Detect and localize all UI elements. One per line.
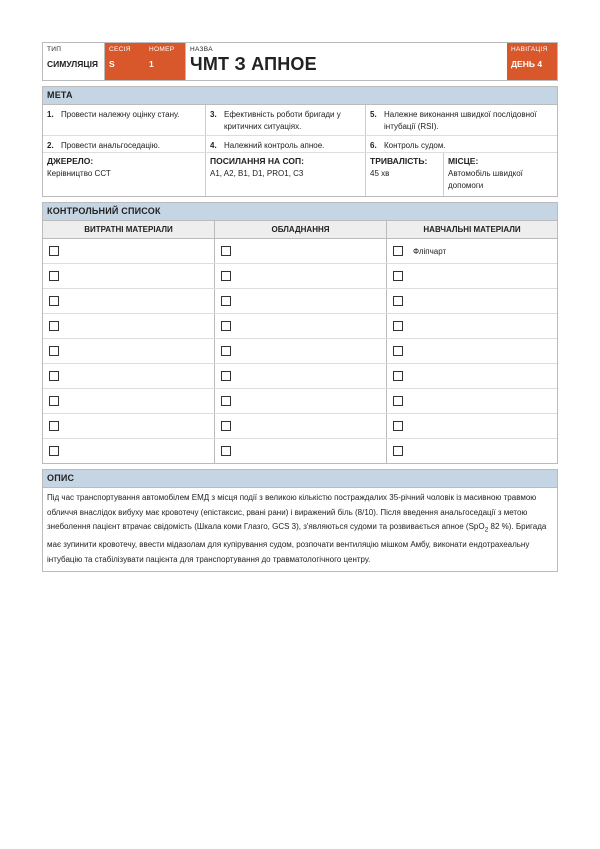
checkbox[interactable] [221, 446, 231, 456]
checklist-row [43, 414, 557, 439]
number-value: 1 [149, 59, 154, 69]
checklist-row [43, 289, 557, 314]
type-cell [43, 43, 105, 80]
checklist-section [42, 202, 558, 464]
meta-row [43, 152, 557, 196]
name-cell [185, 43, 507, 80]
goals-row [43, 136, 557, 152]
consumables-cell [43, 364, 215, 388]
goal-item [43, 105, 206, 135]
training-cell [387, 339, 557, 363]
checkbox[interactable] [49, 371, 59, 381]
checklist-row [43, 314, 557, 339]
checklist-header [43, 221, 557, 239]
session-label: СЕСІЯ [109, 46, 131, 53]
checklist-row [43, 339, 557, 364]
checkbox[interactable] [221, 371, 231, 381]
checklist-body [43, 239, 557, 463]
sop-cell [206, 153, 366, 196]
session-cell [105, 43, 145, 80]
consumables-header: ВИТРАТНІ МАТЕРІАЛИ [43, 221, 215, 238]
scenario-page [42, 42, 558, 572]
checkbox[interactable] [221, 421, 231, 431]
checklist-row [43, 364, 557, 389]
source-value: Керівництво ССТ [47, 169, 111, 178]
checkbox[interactable] [221, 271, 231, 281]
checkbox[interactable] [49, 346, 59, 356]
consumables-cell [43, 439, 215, 463]
source-label: ДЖЕРЕЛО: [47, 156, 94, 166]
goal-text: Провести належну оцінку стану. [61, 110, 180, 119]
checkbox[interactable] [221, 321, 231, 331]
subscript-two: 2 [484, 526, 489, 534]
checkbox[interactable] [49, 246, 59, 256]
consumables-cell [43, 264, 215, 288]
consumables-cell [43, 389, 215, 413]
checklist-row [43, 439, 557, 463]
checkbox[interactable] [221, 346, 231, 356]
checklist-title: КОНТРОЛЬНИЙ СПИСОК [43, 203, 557, 221]
duration-label: ТРИВАЛІСТЬ: [370, 156, 428, 166]
goal-number: 1. [47, 110, 54, 119]
training-cell [387, 389, 557, 413]
training-cell [387, 439, 557, 463]
goal-text: Належний контроль апное. [224, 141, 325, 150]
equipment-cell [215, 289, 387, 313]
goal-item [366, 136, 557, 152]
checkbox[interactable] [393, 371, 403, 381]
type-value: СИМУЛЯЦІЯ [47, 59, 99, 69]
equipment-header: ОБЛАДНАННЯ [215, 221, 387, 238]
equipment-cell [215, 314, 387, 338]
number-label: НОМЕР [149, 46, 175, 53]
navigation-cell[interactable] [507, 43, 557, 80]
consumables-cell [43, 239, 215, 263]
goal-number: 6. [370, 141, 377, 150]
checkbox[interactable] [49, 421, 59, 431]
consumables-cell [43, 289, 215, 313]
source-cell [43, 153, 206, 196]
checkbox[interactable] [221, 296, 231, 306]
goals-section [42, 86, 558, 197]
number-cell [145, 43, 185, 80]
checkbox[interactable] [221, 396, 231, 406]
checkbox[interactable] [393, 421, 403, 431]
goal-item [206, 136, 366, 152]
checklist-row [43, 239, 557, 264]
checkbox[interactable] [393, 346, 403, 356]
goal-text: Провести анальгоседацію. [61, 141, 160, 150]
training-item-label: Фліпчарт [413, 246, 447, 256]
goals-title: МЕТА [43, 87, 557, 105]
checkbox[interactable] [393, 396, 403, 406]
training-cell [387, 414, 557, 438]
sop-label: ПОСИЛАННЯ НА СОП: [210, 156, 304, 166]
goal-number: 2. [47, 141, 54, 150]
place-value: Автомобіль швидкої допомоги [448, 169, 523, 190]
checklist-row [43, 264, 557, 289]
description-section [42, 469, 558, 572]
consumables-cell [43, 414, 215, 438]
header-bar [42, 42, 558, 81]
equipment-cell [215, 414, 387, 438]
checkbox[interactable] [49, 446, 59, 456]
equipment-cell [215, 439, 387, 463]
page-title: ЧМТ З АПНОЕ [190, 54, 317, 74]
checklist-row [43, 389, 557, 414]
duration-value: 45 хв [370, 169, 390, 178]
equipment-cell [215, 389, 387, 413]
checkbox[interactable] [49, 321, 59, 331]
checkbox[interactable] [49, 396, 59, 406]
equipment-cell [215, 364, 387, 388]
type-label: ТИП [47, 46, 62, 53]
sop-value: A1, A2, B1, D1, PRO1, C3 [210, 169, 304, 178]
description-title: ОПИС [43, 470, 557, 488]
goal-text: Належне виконання швидкої послідовної інтубації (RSI). [384, 110, 537, 131]
place-label: МІСЦЕ: [448, 156, 479, 166]
checkbox[interactable] [393, 296, 403, 306]
training-cell [387, 364, 557, 388]
goals-row [43, 105, 557, 136]
goal-item [366, 105, 557, 135]
training-cell [387, 239, 557, 263]
checkbox[interactable] [49, 271, 59, 281]
goal-number: 5. [370, 110, 377, 119]
name-label: НАЗВА [190, 46, 213, 53]
checkbox[interactable] [49, 296, 59, 306]
training-cell [387, 314, 557, 338]
training-cell [387, 264, 557, 288]
description-text [43, 488, 557, 571]
checkbox[interactable] [393, 271, 403, 281]
navigation-day-link[interactable]: ДЕНЬ 4 [511, 59, 543, 69]
equipment-cell [215, 339, 387, 363]
training-header: НАВЧАЛЬНІ МАТЕРІАЛИ [423, 225, 521, 234]
checkbox[interactable] [393, 246, 403, 256]
goal-text: Ефективність роботи бригади у критичних ситуаціях. [224, 110, 341, 131]
goal-item [206, 105, 366, 135]
training-cell [387, 289, 557, 313]
consumables-cell [43, 314, 215, 338]
equipment-cell [215, 239, 387, 263]
equipment-cell [215, 264, 387, 288]
navigation-label: НАВІГАЦІЯ [511, 46, 548, 53]
goal-item [43, 136, 206, 152]
place-cell [444, 153, 557, 196]
goal-number: 4. [210, 141, 217, 150]
goal-text: Контроль судом. [384, 141, 446, 150]
session-value: S [109, 59, 115, 69]
duration-cell [366, 153, 444, 196]
checkbox[interactable] [393, 446, 403, 456]
checkbox[interactable] [221, 246, 231, 256]
goal-number: 3. [210, 110, 217, 119]
checkbox[interactable] [393, 321, 403, 331]
consumables-cell [43, 339, 215, 363]
description-text-part: 82 %). Бригада має зупинити кровотечу, ввести мідазолам для купірування судом, розпочати вентиляцію мішком Амбу, виконати ендотрахеальну інтубацію та стабілізувати пацієнта для транспортування до травматологічного центру. [47, 522, 547, 564]
description-text-part: Під час транспортування автомобілем ЕМД з місця події з великою кількістю постраждалих 35-річний чоловік із масивною травмою обличчя внаслідок вибуху має кровотечу (епістаксис, рвані рани) і виражений біль (8/10). Після введення анальгоседації з метою знеболення пацієнт втрачає свідомість (Шкала коми Глазго, GCS 3), з'являються судоми та розвивається апное (SpO [47, 493, 537, 531]
